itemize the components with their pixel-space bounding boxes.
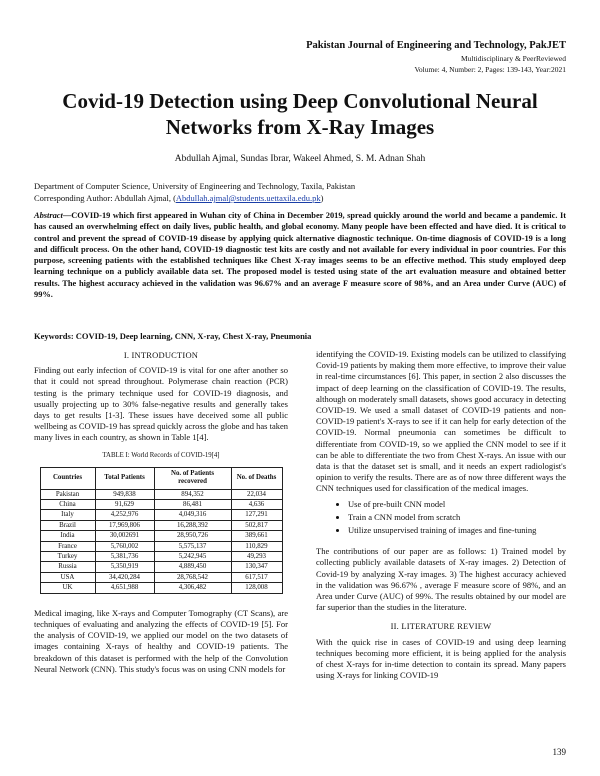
table-cell: 49,293: [231, 552, 282, 562]
table-cell: 5,381,736: [95, 552, 154, 562]
author-list: Abdullah Ajmal, Sundas Ibrar, Wakeel Ahmed, S. M. Adnan Shah: [174, 154, 426, 164]
table-cell: 17,969,806: [95, 520, 154, 530]
right-paragraph-3: With the quick rise in cases of COVID-19 and using deep learning techniques becoming more efficient, it is being applied for the analysis of chest X-rays for in-time detection to contain its spread. Many papers using X-rays for linking COVID-19: [316, 636, 566, 681]
table-cell: 5,760,002: [95, 541, 154, 551]
table-row: [40, 541, 282, 551]
list-item: • Train a CNN model from scratch: [348, 512, 566, 523]
table-row: [40, 510, 282, 520]
th-countries: Countries: [40, 467, 95, 489]
table-cell: 949,838: [95, 489, 154, 499]
table-cell: 91,629: [95, 500, 154, 510]
table-cell: China: [40, 500, 95, 510]
table-cell: 28,950,726: [154, 531, 231, 541]
table-cell: 894,352: [154, 489, 231, 499]
table-cell: Italy: [40, 510, 95, 520]
table-cell: Turkey: [40, 552, 95, 562]
table-cell: 4,636: [231, 500, 282, 510]
affiliation: Department of Computer Science, University of Engineering and Technology, Taxila, Pakistan: [34, 181, 356, 191]
table-cell: 389,661: [231, 531, 282, 541]
table-row: [40, 531, 282, 541]
table-cell: 127,291: [231, 510, 282, 520]
right-column: [316, 349, 566, 685]
table-cell: 5,575,137: [154, 541, 231, 551]
table-header-row: [40, 467, 282, 489]
corresponding-prefix: Corresponding Author: Abdullah Ajmal, (: [34, 193, 176, 203]
covid-records-table: [40, 467, 283, 594]
literature-heading: II. LITERATURE REVIEW: [390, 621, 492, 632]
table-cell: Brazil: [40, 520, 95, 530]
affiliation-block: [34, 180, 566, 204]
corresponding-suffix: ): [320, 193, 324, 203]
table-cell: 4,306,482: [154, 583, 231, 593]
table-row: [40, 552, 282, 562]
table-cell: France: [40, 541, 95, 551]
intro-paragraph-1: Finding out early infection of COVID-19 is vital for one after another so that it could not spread throughout. Polymerase chain reaction (PCR) testing is the primary technique used for COVID-19 diagnosis, and usually projecting up to 30% false-negative results and generally takes days to get results [1-3]. These issues have deceived some all public wellbeing as COVID-19 has spread quickly across the globe and has taken many lives in each country, as shown in Table 1[4].: [34, 365, 288, 443]
table-cell: 86,481: [154, 500, 231, 510]
table-cell: 110,829: [231, 541, 282, 551]
table-cell: 4,889,450: [154, 562, 231, 572]
table-cell: 128,008: [231, 583, 282, 593]
abstract-text: COVID-19 which first appeared in Wuhan city of China in December 2019, spread quickly around the world and became a pandemic. It has caused an overwhelming effect on daily lives, public health, and global economy. Many people have been effected and have died. It is critical to control and prevent the spread of COVID-19 disease by applying quick alternative diagnostic technique. On-time diagnosis of COVID-19 is a long and difficult process. On the other hand, COVID-19 diagnostic test kits are costly and not available for every individual in poor countries. For this purpose, screening patients with the established techniques like Chest X-ray images seems to be an effective method. This study employed deep learning technique on a publicly available data set. The proposed model is tested using state of the art evaluation measure and obtained better results. The highest accuracy achieved in the validation was 96.67% and an average F measure score of 98%, and an Area under Curve (AUC) of 99%.: [34, 211, 566, 300]
table-cell: 30,002691: [95, 531, 154, 541]
table-cell: 28,768,542: [154, 572, 231, 582]
right-paragraph-2: The contributions of our paper are as follows: 1) Trained model by collecting publicly available datasets of X-ray images. 2) Detection of Covid-19 by analyzing X-ray images. 3) The highest accuracy achieved in the validation was 96.67% , average F measure score of 98%, and an Area under Curve (AUC) of 99%. The results obtained by our model are far superior than the studies in the literature.: [316, 546, 566, 613]
list-item: • Use of pre-built CNN model: [348, 499, 566, 510]
page-number: 139: [552, 747, 566, 757]
table-cell: 5,350,919: [95, 562, 154, 572]
table-cell: Pakistan: [40, 489, 95, 499]
intro-paragraph-2: Medical imaging, like X-rays and Computer Tomography (CT Scans), are techniques of evaluating and analyzing the effects of COVID-19 [5]. For the analysis of COVID-19, we applied our model on the two datasets of images containing X-rays of healthy and COVID-19 patients. The breakdown of this dataset is performed with the help of the Convolution Neural Network (CNN). This study's focus was on using CNN models for: [34, 607, 288, 674]
th-total-patients: Total Patients: [95, 467, 154, 489]
table-row: [40, 520, 282, 530]
journal-name: Pakistan Journal of Engineering and Technology, PakJET: [306, 40, 566, 51]
cnn-techniques-list: [316, 499, 566, 537]
table-row: [40, 583, 282, 593]
table-cell: 130,347: [231, 562, 282, 572]
table-cell: USA: [40, 572, 95, 582]
journal-volume: Volume: 4, Number: 2, Pages: 139-143, Year:2021: [414, 65, 566, 74]
paper-title: Covid-19 Detection using Deep Convolutional Neural Networks from X-Ray Images: [62, 89, 538, 139]
table-row: [40, 489, 282, 499]
corresponding-author: [34, 192, 566, 204]
table-cell: 617,517: [231, 572, 282, 582]
journal-header: [306, 40, 566, 74]
table-caption: TABLE I: World Records of COVID-19[4]: [102, 451, 220, 459]
abstract-label: Abstract—: [34, 211, 72, 220]
email-link[interactable]: Abdullah.ajmal@students.uettaxila.edu.pk: [175, 193, 321, 203]
th-recovered: No. of Patients recovered: [154, 467, 231, 489]
table-cell: 16,288,392: [154, 520, 231, 530]
keywords: Keywords: COVID-19, Deep learning, CNN, X-ray, Chest X-ray, Pneumonia: [34, 331, 312, 341]
journal-subtitle: Multidisciplinary & PeerReviewed: [461, 54, 566, 63]
table-row: [40, 572, 282, 582]
left-column: [34, 349, 288, 679]
table-cell: 502,817: [231, 520, 282, 530]
table-cell: 22,034: [231, 489, 282, 499]
table-row: [40, 562, 282, 572]
table-cell: Russia: [40, 562, 95, 572]
table-cell: UK: [40, 583, 95, 593]
table-cell: 4,651,988: [95, 583, 154, 593]
abstract: [34, 210, 566, 300]
table-cell: 34,420,284: [95, 572, 154, 582]
table-cell: 4,252,976: [95, 510, 154, 520]
table-cell: India: [40, 531, 95, 541]
intro-heading: I. INTRODUCTION: [123, 350, 199, 360]
table-cell: 5,242,945: [154, 552, 231, 562]
table-cell: 4,049,316: [154, 510, 231, 520]
th-deaths: No. of Deaths: [231, 467, 282, 489]
list-item: • Utilize unsupervised training of images and fine-tuning: [348, 525, 566, 536]
table-row: [40, 500, 282, 510]
right-paragraph-1: identifying the COVID-19. Existing models can be utilized to classifying Covid-19 patients by making them more effective, to improve their value in real-time circumstances [6]. This paper, in section 2 also discusses the impact of deep learning on the classification of COVID-19. The results, although on moderately small datasets, shows good accuracy in detecting COVID-19. We used a small dataset of COVID-19 patients and non-COVID-19 patient's X-rays to see if it can help for early detection of the COVID-19. Normal pneumonia can sometimes be difficult to differentiate from COVID-19, so we applied the CNN model to see if it can be able to differentiate the two from Chest X-rays. An issue with our data is that the dataset set is small, and it needs an expert radiologist's opinion to verify the results. There are as of now three different ways the CNN techniques used for classification of the medical images.: [316, 349, 566, 494]
